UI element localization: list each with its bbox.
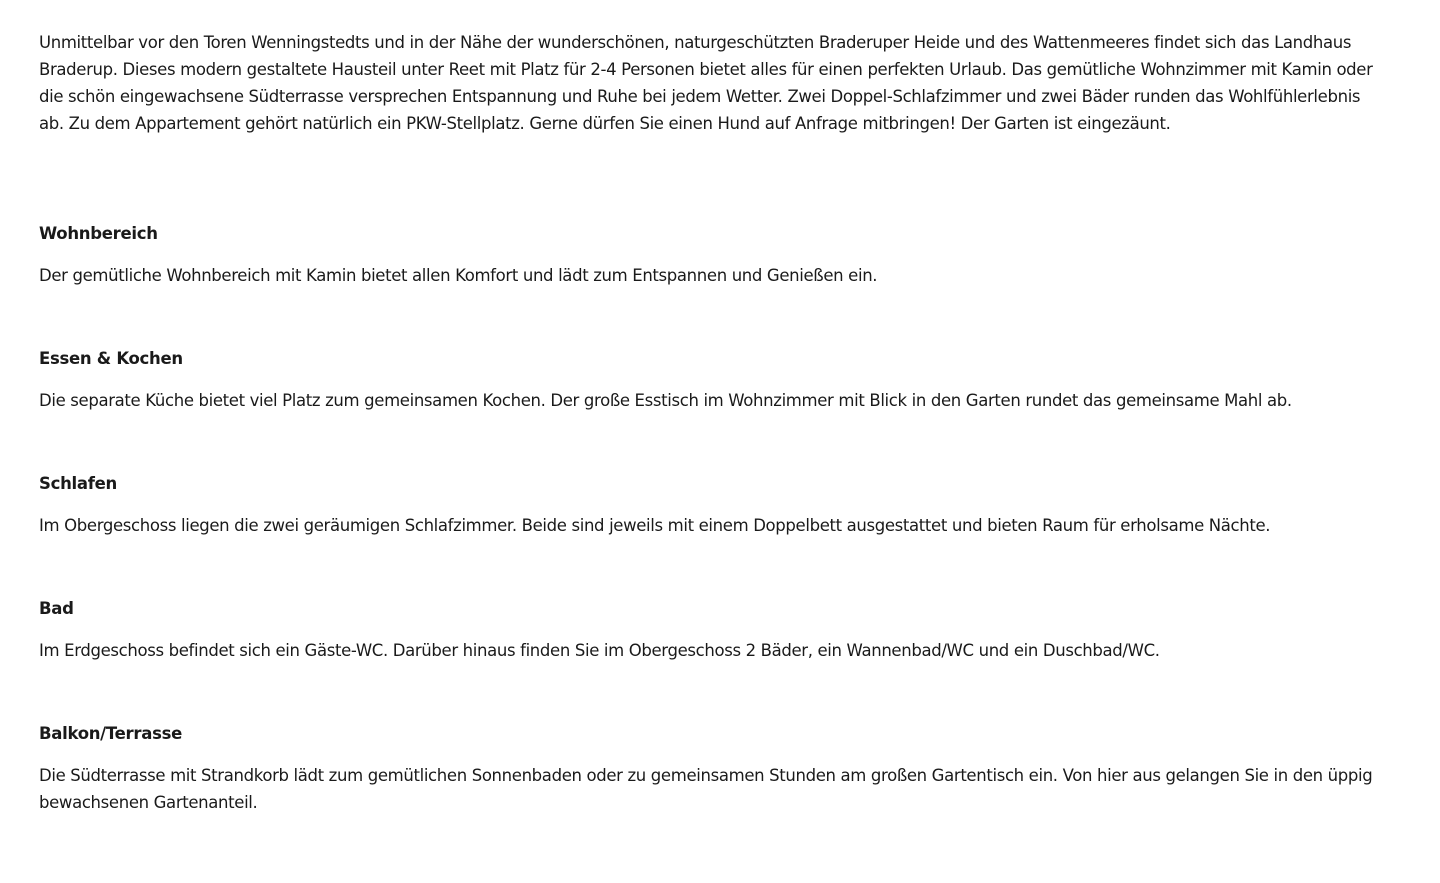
section-heading: Balkon/Terrasse xyxy=(39,724,183,743)
section-text: Der gemütliche Wohnbereich mit Kamin bietet allen Komfort und lädt zum Entspannen und Genießen ein. xyxy=(39,266,878,285)
section-heading: Essen & Kochen xyxy=(39,349,183,368)
section-text: Die separate Küche bietet viel Platz zum gemeinsamen Kochen. Der große Esstisch im Wohnzimmer mit Blick in den Garten rundet das gemeinsame Mahl ab. xyxy=(39,391,1292,410)
section-bad xyxy=(39,595,1160,664)
section-text: Im Obergeschoss liegen die zwei geräumigen Schlafzimmer. Beide sind jeweils mit einem Doppelbett ausgestattet und bieten Raum für erholsame Nächte. xyxy=(39,516,1271,535)
section-schlafen xyxy=(39,470,1270,539)
section-text: Die Südterrasse mit Strandkorb lädt zum gemütlichen Sonnenbaden oder zu gemeinsamen Stunden am großen Gartentisch ein. Von hier aus gelangen Sie in den üppig bewachsenen Gartenanteil. xyxy=(39,766,1373,812)
section-essen-kochen xyxy=(39,345,1292,414)
section-wohnbereich xyxy=(39,220,877,289)
section-heading: Bad xyxy=(39,599,74,618)
section-heading: Wohnbereich xyxy=(39,224,158,243)
description-content xyxy=(39,29,1379,812)
section-balkon-terrasse xyxy=(39,720,1379,816)
intro-paragraph: Unmittelbar vor den Toren Wenningstedts und in der Nähe der wunderschönen, naturgeschützten Braderuper Heide und des Wattenmeeres findet sich das Landhaus Braderup. Dieses modern gestaltete Hausteil unter Reet mit Platz für 2-4 Personen bietet alles für einen perfekten Urlaub. Das gemütliche Wohnzimmer mit Kamin oder die schön eingewachsene Südterrasse versprechen Entspannung und Ruhe bei jedem Wetter. Zwei Doppel-Schlafzimmer und zwei Bäder runden das Wohlfühlerlebnis ab. Zu dem Appartement gehört natürlich ein PKW-Stellplatz. Gerne dürfen Sie einen Hund auf Anfrage mitbringen! Der Garten ist eingezäunt. xyxy=(39,33,1373,133)
section-text: Im Erdgeschoss befindet sich ein Gäste-WC. Darüber hinaus finden Sie im Obergeschoss 2 Bäder, ein Wannenbad/WC und ein Duschbad/WC. xyxy=(39,641,1160,660)
section-heading: Schlafen xyxy=(39,474,117,493)
